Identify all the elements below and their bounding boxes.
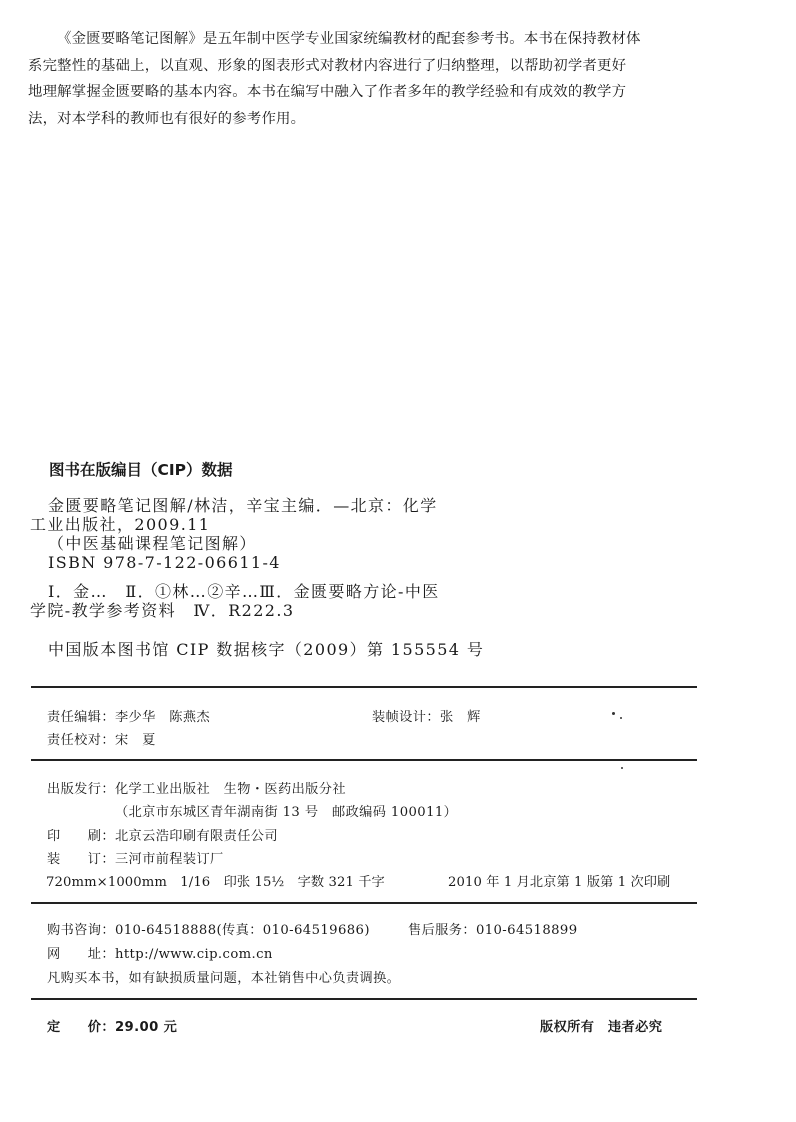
printer-row	[47, 825, 278, 844]
purchase-value: 010-64518888(传真：010-64519686)	[114, 923, 370, 938]
design-label: 装帧设计：	[372, 710, 440, 725]
design-value: 张 辉	[439, 710, 481, 725]
cip-class-line-1: Ⅰ．金… Ⅱ．①林…②辛…Ⅲ．金匮要略方论-中医	[48, 582, 440, 601]
proof-value: 宋 夏	[114, 733, 156, 748]
binder-value: 三河市前程装订厂	[114, 852, 224, 867]
purchase-label: 购书咨询：	[47, 923, 115, 938]
scan-speck	[620, 717, 622, 719]
binder-row	[47, 848, 224, 867]
divider-rule	[31, 902, 697, 904]
cip-classification	[30, 582, 440, 620]
publisher-row	[47, 778, 346, 797]
replacement-notice: 凡购买本书，如有缺损质量问题，本社销售中心负责调换。	[47, 971, 401, 986]
design-credit	[372, 706, 481, 725]
proof-label: 责任校对：	[47, 733, 115, 748]
publisher-value: 化学工业出版社 生物・医药出版分社	[114, 782, 346, 797]
cip-verification	[30, 640, 484, 659]
proof-credit	[47, 729, 156, 748]
editor-value: 李少华 陈燕杰	[114, 710, 211, 725]
divider-rule	[31, 759, 697, 761]
editor-credit	[47, 706, 210, 725]
cip-publisher-line: 工业出版社，2009.11	[30, 515, 211, 534]
cip-heading: 图书在版编目（CIP）数据	[49, 461, 233, 479]
cip-record	[30, 496, 438, 572]
editor-label: 责任编辑：	[47, 710, 115, 725]
scan-speck	[612, 712, 615, 715]
divider-rule	[31, 998, 697, 1000]
binder-label: 装 订：	[47, 852, 115, 867]
cip-title-line: 金匮要略笔记图解/林洁，辛宝主编．—北京：化学	[48, 496, 438, 515]
cip-class-line-2: 学院-教学参考资料 Ⅳ．R222.3	[30, 601, 295, 620]
cip-verification-number: 中国版本图书馆 CIP 数据核字（2009）第 155554 号	[48, 640, 485, 659]
description-line-3: 地理解掌握金匮要略的基本内容。本书在编写中融入了作者多年的教学经验和有成效的教学方	[28, 84, 627, 100]
printer-label: 印 刷：	[47, 829, 115, 844]
service-label: 售后服务：	[408, 923, 476, 938]
publisher-address: （北京市东城区青年湖南街 13 号 邮政编码 100011）	[115, 805, 458, 820]
description-line-2: 系完整性的基础上，以直观、形象的图表形式对教材内容进行了归纳整理，以帮助初学者更好	[28, 57, 627, 74]
cip-isbn: ISBN 978-7-122-06611-4	[48, 553, 281, 572]
purchase-row	[47, 919, 370, 938]
printer-value: 北京云浩印刷有限责任公司	[114, 829, 278, 844]
website-row	[47, 943, 273, 962]
description-line-1: 《金匮要略笔记图解》是五年制中医学专业国家统编教材的配套参考书。本书在保持教材体	[57, 31, 641, 47]
edition-info: 2010 年 1 月北京第 1 版第 1 次印刷	[448, 875, 671, 890]
copyright-notice: 版权所有 违者必究	[540, 1020, 663, 1035]
price-label: 定 价：	[47, 1020, 115, 1035]
publisher-label: 出版发行：	[47, 782, 115, 797]
price-value: 29.00 元	[114, 1020, 178, 1035]
scan-speck	[621, 767, 623, 769]
service-value: 010-64518899	[475, 923, 578, 938]
description-line-4: 法，对本学科的教师也有很好的参考作用。	[28, 110, 306, 127]
price-row	[47, 1016, 177, 1035]
website-link[interactable]: http://www.cip.com.cn	[114, 947, 273, 962]
website-label: 网 址：	[47, 947, 115, 962]
print-specs: 720mm×1000mm 1/16 印张 15½ 字数 321 千字	[46, 875, 385, 890]
book-description	[28, 26, 698, 132]
service-row	[408, 919, 578, 938]
cip-series-line: （中医基础课程笔记图解）	[48, 534, 257, 553]
divider-rule	[31, 686, 697, 688]
